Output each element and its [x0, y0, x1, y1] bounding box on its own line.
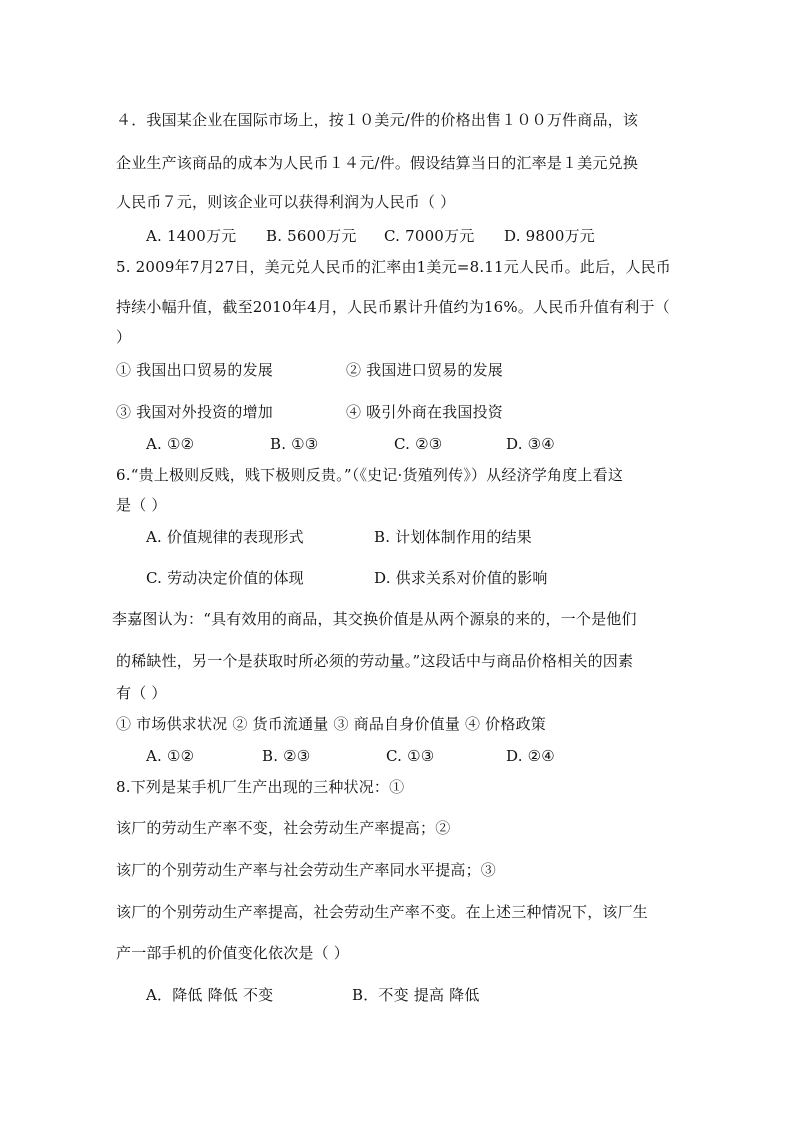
q7-line-3: 有（ ）: [116, 684, 167, 702]
q6-option-b[interactable]: B. 计划体制作用的结果: [374, 528, 532, 546]
q4-option-a[interactable]: A. 1400万元: [146, 227, 237, 245]
q4-line-3: 人民币７元，则该企业可以获得利润为人民币（ ）: [116, 193, 456, 211]
q7-option-d[interactable]: D. ②④: [506, 747, 555, 765]
q4-option-d[interactable]: D. 9800万元: [504, 227, 596, 245]
q6-option-d[interactable]: D. 供求关系对价值的影响: [374, 569, 548, 587]
q5-item-1: ① 我国出口贸易的发展: [116, 361, 273, 379]
q4-option-c[interactable]: C. 7000万元: [384, 227, 475, 245]
q6-line-1: 6.“贵上极则反贱，贱下极则反贵。”（《史记·货殖列传》）从经济学角度上看这: [116, 466, 624, 484]
q6-options-row-2: [146, 568, 548, 588]
q5-line-1: 5. 2009年7月27日，美元兑人民币的汇率由1美元=8.11元人民币。此后，人民币: [116, 258, 671, 276]
q8-options: [146, 985, 480, 1005]
q7-line-1: 李嘉图认为：“具有效用的商品，其交换价值是从两个源泉的来的，一个是他们: [112, 610, 637, 628]
q5-line-2: 持续小幅升值，截至2010年4月，人民币累计升值约为16%。人民币升值有利于（: [116, 298, 670, 316]
q7-option-b[interactable]: B. ②③: [262, 747, 311, 765]
q5-option-a[interactable]: A. ①②: [146, 435, 195, 453]
q4-option-b[interactable]: B. 5600万元: [266, 227, 357, 245]
q7-line-2: 的稀缺性，另一个是获取时所必须的劳动量。”这段话中与商品价格相关的因素: [116, 652, 634, 670]
q6-options-row-1: [146, 527, 532, 547]
q8-line-1: 8.下列是某手机厂生产出现的三种状况：①: [116, 778, 405, 796]
q5-option-b[interactable]: B. ①③: [270, 435, 319, 453]
q6-option-c[interactable]: C. 劳动决定价值的体现: [146, 569, 304, 587]
q4-options: [146, 226, 595, 246]
q8-option-b[interactable]: B．不变 提高 降低: [352, 986, 480, 1004]
q8-line-4: 该厂的个别劳动生产率提高，社会劳动生产率不变。在上述三种情况下，该厂生: [116, 903, 649, 921]
q4-line-2: 企业生产该商品的成本为人民币１４元/件。假设结算当日的汇率是１美元兑换: [116, 154, 639, 172]
q5-line-3: ）: [116, 328, 132, 346]
q4-line-1: ４．我国某企业在国际市场上，按１０美元/件的价格出售１００万件商品，该: [116, 111, 639, 129]
q7-option-a[interactable]: A. ①②: [146, 747, 195, 765]
q7-items: ① 市场供求状况 ② 货币流通量 ③ 商品自身价值量 ④ 价格政策: [116, 715, 546, 733]
q8-line-2: 该厂的劳动生产率不变，社会劳动生产率提高；②: [116, 819, 451, 837]
q5-option-c[interactable]: C. ②③: [394, 435, 443, 453]
q5-item-4: ④ 吸引外商在我国投资: [346, 403, 503, 421]
q8-line-5: 产一部手机的价值变化依次是（ ）: [116, 944, 349, 962]
q5-item-3: ③ 我国对外投资的增加: [116, 403, 273, 421]
q7-options: [146, 746, 555, 766]
q5-item-2: ② 我国进口贸易的发展: [346, 361, 503, 379]
q5-options: [146, 434, 555, 454]
q5-option-d[interactable]: D. ③④: [506, 435, 555, 453]
q7-option-c[interactable]: C. ①③: [386, 747, 435, 765]
q8-line-3: 该厂的个别劳动生产率与社会劳动生产率同水平提高；③: [116, 861, 497, 879]
q6-option-a[interactable]: A. 价值规律的表现形式: [146, 528, 304, 546]
q8-option-a[interactable]: A．降低 降低 不变: [146, 986, 274, 1004]
q6-line-2: 是（ ）: [116, 496, 167, 514]
